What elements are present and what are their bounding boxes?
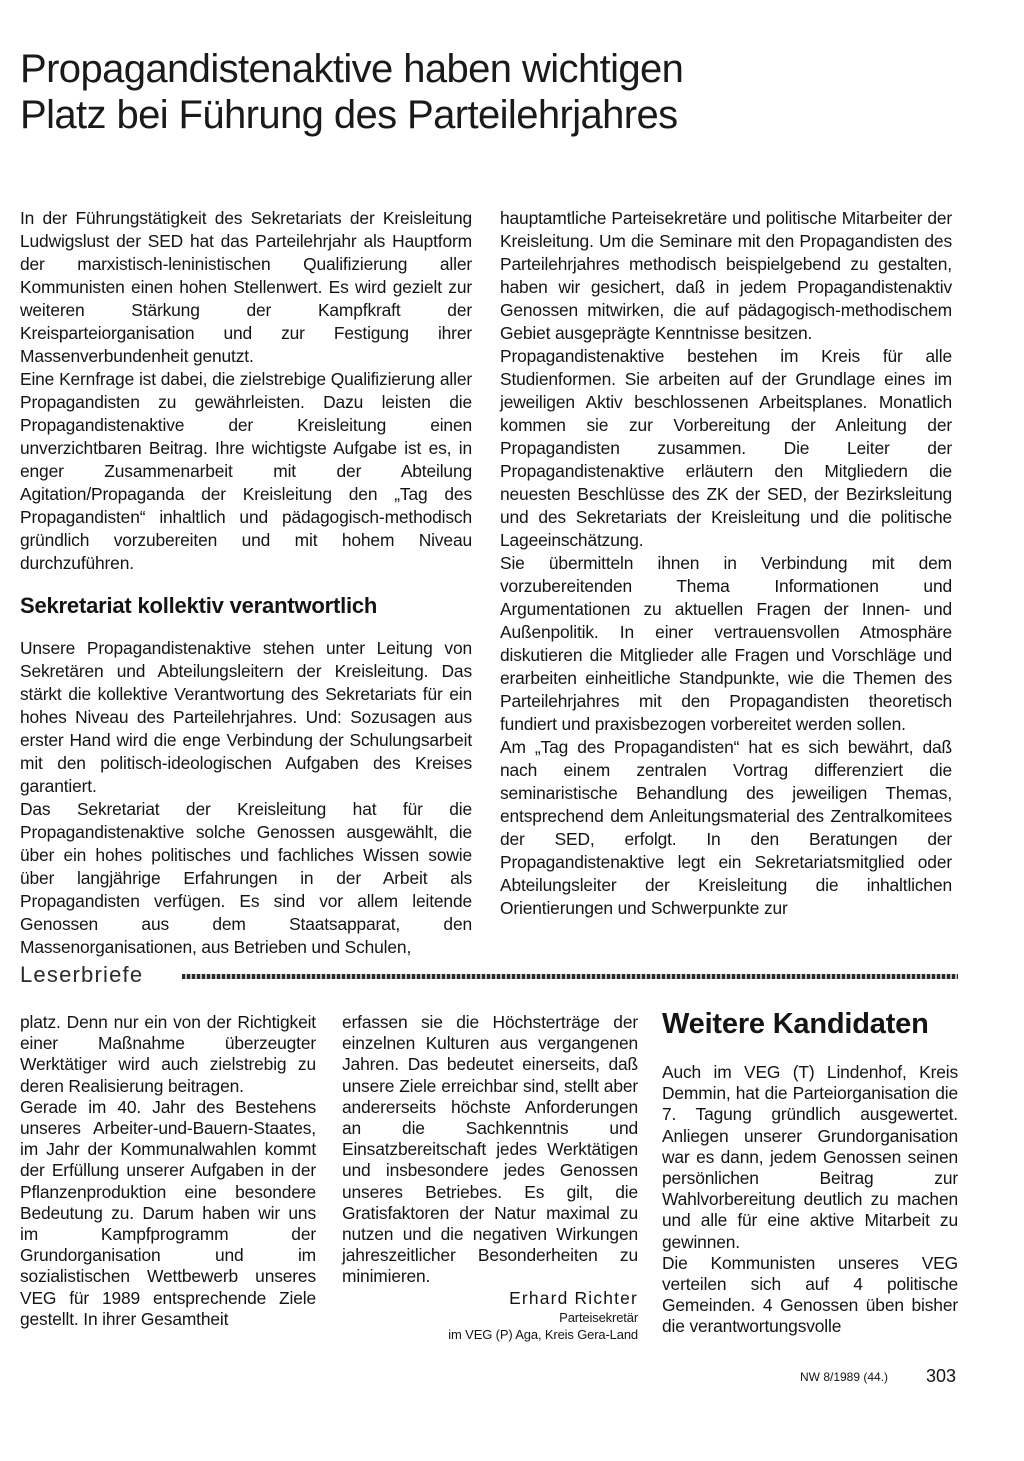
article-paragraph: Das Sekretariat der Kreisleitung hat für die Propagandistenaktive solche Genossen ausgewählt, die über ein hohes politisches und fachliches Wissen sowie über langjährige Erfahrungen in der Arbeit als Propagandisten verfügen. Es sind vor allem leitende Genossen aus dem Staatsapparat, den Massenorganisationen, aus Betrieben und Schulen,	[20, 799, 472, 957]
article-subheading: Sekretariat kollektiv verantwortlich	[20, 593, 378, 618]
article-paragraph: Unsere Propagandistenaktive stehen unter Leitung von Sekretären und Abteilungsleitern der Kreisleitung. Das stärkt die kollektive Verantwortung des Sekretariats für ein hohes Niveau des Parteilehrjahres. Und: Sozusagen aus erster Hand wird die enge Verbindung der Schulungsarbeit mit den politisch-ideologischen Aufgaben des Kreises garantiert.	[20, 638, 472, 796]
article-title-line-2: Platz bei Führung des Parteilehrjahres	[20, 93, 678, 137]
leserbriefe-header	[20, 962, 958, 988]
article-paragraph: Sie übermitteln ihnen in Verbindung mit dem vorzubereitenden Thema Informationen und Argumentationen zu aktuellen Fragen der Innen- und Außenpolitik. In einer vertrauensvollen Atmosphäre diskutieren die Mitglieder alle Fragen und Vorschläge und erarbeiten einheitliche Standpunkte, wie die Themen des Parteilehrjahres mit den Propagandisten theoretisch fundiert und praxisbezogen vorbereitet werden sollen.	[500, 553, 952, 734]
letter-paragraph: platz. Denn nur ein von der Richtigkeit einer Maßnahme überzeugter Werktätiger wird auch zielstrebig zu deren Realisierung beitragen.	[20, 1012, 316, 1096]
signature-name: Erhard Richter	[509, 1287, 638, 1308]
letter-paragraph: Gerade im 40. Jahr des Bestehens unseres Arbeiter-und-Bauern-Staates, im Jahr der Kommunalwahlen kommt der Erfüllung unserer Aufgaben in der Pflanzenproduktion eine besondere Bedeutung zu. Darum haben wir uns im Kampfprogramm der Grundorganisation und im sozialistischen Wettbewerb unseres VEG für 1989 entsprechende Ziele gestellt. In ihrer Gesamtheit	[20, 1096, 316, 1329]
leserbriefe-column-2	[342, 1012, 638, 1343]
article-title	[20, 46, 980, 138]
page-footer	[800, 1366, 960, 1386]
article-paragraph: Am „Tag des Propagandisten“ hat es sich bewährt, daß nach einem zentralen Vortrag differenziert die seminaristische Behandlung des jeweiligen Themas, entsprechend dem Anleitungsmaterial des Zentralkomitees der SED, erfolgt. In den Beratungen der Propagandistenaktive legt ein Sekretariatsmitglied oder Abteilungsleiter der Kreisleitung die inhaltlichen Orientierungen und Schwerpunkte zur	[500, 737, 952, 918]
signature-role: Parteisekretär	[559, 1309, 638, 1325]
kandidaten-title: Weitere Kandidaten	[662, 1008, 929, 1040]
section-divider	[182, 974, 958, 979]
article-column-1	[20, 207, 472, 959]
letter-paragraph: erfassen sie die Höchsterträge der einzelnen Kulturen aus vergangenen Jahren. Das bedeutet einerseits, daß unsere Ziele erreichbar sind, stellt aber andererseits höchste Anforderungen an die Sachkenntnis und Einsatzbereitschaft jedes Werktätigen und insbesondere jedes Genossen unseres Betriebes. Es gilt, die Gratisfaktoren der Natur maximal zu nutzen und die negativen Wirkungen jahreszeitlicher Besonderheiten zu minimieren.	[342, 1012, 638, 1287]
article-title-line-1: Propagandistenaktive haben wichtigen	[20, 47, 684, 91]
page-number: 303	[926, 1366, 957, 1386]
leserbriefe-column-1	[20, 1012, 316, 1330]
article-paragraph: hauptamtliche Parteisekretäre und politische Mitarbeiter der Kreisleitung. Um die Seminare mit den Propagandisten des Parteilehrjahres methodisch beispielgebend zu gestalten, haben wir gesichert, daß in jedem Propagandistenaktiv Genossen mitwirken, die auf pädagogisch-methodischem Gebiet ausgeprägte Kenntnisse besitzen.	[500, 208, 952, 343]
article-paragraph: Propagandistenaktive bestehen im Kreis für alle Studienformen. Sie arbeiten auf der Grundlage eines im jeweiligen Aktiv beschlossenen Arbeitsplanes. Monatlich kommen sie zur Vorbereitung der Anleitung der Propagandisten zusammen. Die Leiter der Propagandistenaktive erläutern den Mitgliedern die neuesten Beschlüsse des ZK der SED, der Bezirksleitung und des Sekretariats der Kreisleitung und die politische Lageeinschätzung.	[500, 346, 952, 550]
signature-affiliation: im VEG (P) Aga, Kreis Gera-Land	[448, 1326, 638, 1342]
kandidaten-column	[662, 1006, 958, 1338]
article-paragraph: In der Führungstätigkeit des Sekretariats der Kreisleitung Ludwigslust der SED hat das Parteilehrjahr als Hauptform der marxistisch-leninistischen Qualifizierung aller Kommunisten einen hohen Stellenwert. Es wird gezielt zur weiteren Stärkung der Kampfkraft der Kreisparteiorganisation und zur Festigung ihrer Massenverbundenheit genutzt.	[20, 208, 472, 366]
article-paragraph: Eine Kernfrage ist dabei, die zielstrebige Qualifizierung aller Propagandisten zu gewährleisten. Dazu leisten die Propagandistenaktive der Kreisleitung einen unverzichtbaren Beitrag. Ihre wichtigste Aufgabe ist es, in enger Zusammenarbeit mit der Abteilung Agitation/Propaganda der Kreisleitung den „Tag des Propagandisten“ inhaltlich und pädagogisch-methodisch gründlich vorzubereiten und mit hohem Niveau durchzuführen.	[20, 369, 472, 573]
kandidaten-paragraph: Die Kommunisten unseres VEG verteilen sich auf 4 politische Gemeinden. 4 Genossen üben bisher die verantwortungsvolle	[662, 1252, 958, 1337]
article-column-2	[500, 207, 952, 920]
issue-label: NW 8/1989 (44.)	[800, 1370, 889, 1384]
leserbriefe-rubric: Leserbriefe	[20, 962, 144, 987]
kandidaten-paragraph: Auch im VEG (T) Lindenhof, Kreis Demmin, hat die Parteiorganisation die 7. Tagung gründlich ausgewertet. Anliegen unserer Grundorganisation war es dann, jedem Genossen seinen persönlichen Beitrag zur Wahlvorbereitung deutlich zu machen und alle für eine aktive Mitarbeit zu gewinnen.	[662, 1062, 958, 1252]
